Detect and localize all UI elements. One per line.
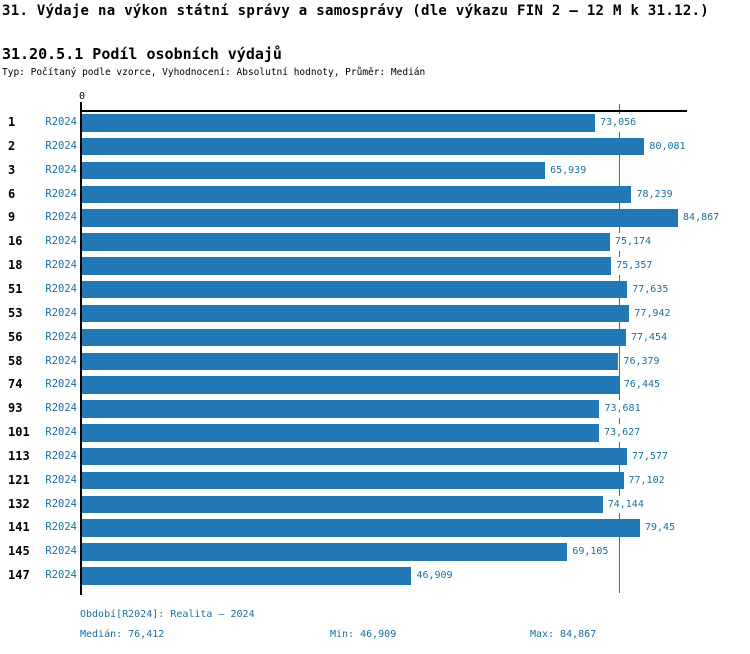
row-category-label: 3: [8, 162, 16, 177]
x-axis-line: [80, 110, 687, 112]
row-category-label: 58: [8, 353, 23, 368]
bar-value-label: 77,577: [631, 448, 669, 466]
x-axis-tick-label: 0: [78, 91, 86, 102]
bar-value-label: 78,239: [635, 186, 673, 204]
row-category-label: 9: [8, 210, 16, 225]
bar-row: [0, 567, 750, 585]
row-category-label: 147: [8, 568, 30, 583]
bar-row: [0, 233, 750, 251]
row-series-label: R2024: [45, 116, 77, 128]
bar-value-label: 80,081: [648, 138, 686, 156]
bar-row: [0, 114, 750, 132]
row-series-label: R2024: [45, 449, 77, 462]
bar: [82, 567, 411, 585]
bar: [82, 114, 595, 132]
bar-row: [0, 543, 750, 561]
row-series-label: R2024: [45, 473, 77, 486]
row-series-label: R2024: [45, 378, 77, 391]
bar-value-label: 75,357: [615, 257, 653, 275]
bar: [82, 138, 644, 156]
row-category-label: 101: [8, 425, 30, 440]
row-category-label: 121: [8, 472, 30, 487]
row-category-label: 132: [8, 496, 30, 511]
row-series-label: R2024: [45, 330, 77, 343]
bar: [82, 162, 545, 180]
row-category-label: 16: [8, 234, 23, 249]
footer-median-label: Medián: 76,412: [80, 629, 165, 640]
bar-value-label: 77,942: [633, 305, 671, 323]
row-series-label: R2024: [45, 306, 77, 319]
row-category-label: 56: [8, 329, 23, 344]
row-category-label: 93: [8, 401, 23, 416]
row-series-label: R2024: [45, 211, 77, 224]
bar-value-label: 77,454: [630, 329, 668, 347]
bar-row: [0, 448, 750, 466]
row-category-label: 2: [8, 138, 16, 153]
row-category-label: 113: [8, 448, 30, 463]
bar-row: [0, 138, 750, 156]
bar-value-label: 73,627: [603, 424, 641, 442]
footer-max-label: Max: 84,867: [530, 629, 597, 640]
row-category-label: 6: [8, 186, 16, 201]
row-series-label: R2024: [45, 259, 77, 272]
page-title: 31. Výdaje na výkon státní správy a samosprávy (dle výkazu FIN 2 – 12 M k 31.12.): [2, 3, 710, 19]
bar-row: [0, 209, 750, 227]
row-category-label: 18: [8, 258, 23, 273]
bar: [82, 519, 640, 537]
bar: [82, 376, 619, 394]
bar-row: [0, 257, 750, 275]
bar: [82, 305, 629, 323]
x-axis-tick-mark: [80, 102, 82, 110]
bar-row: [0, 281, 750, 299]
bar: [82, 353, 618, 371]
bar-value-label: 77,102: [628, 472, 666, 490]
bar-row: [0, 400, 750, 418]
bar-row: [0, 305, 750, 323]
row-category-label: 51: [8, 281, 23, 296]
bar-value-label: 84,867: [682, 209, 720, 227]
row-series-label: R2024: [45, 545, 77, 558]
bar-value-label: 69,105: [571, 543, 609, 561]
bar-value-label: 76,445: [623, 376, 661, 394]
bar-value-label: 65,939: [549, 162, 587, 180]
bar-row: [0, 186, 750, 204]
bar-row: [0, 162, 750, 180]
bar: [82, 448, 627, 466]
chart-meta-info: Typ: Počítaný podle vzorce, Vyhodnocení: Absolutní hodnoty, Průměr: Medián: [2, 67, 426, 78]
footer-min-label: Min: 46,909: [330, 629, 397, 640]
row-category-label: 53: [8, 305, 23, 320]
bar-row: [0, 329, 750, 347]
row-category-label: 145: [8, 544, 30, 559]
row-series-label: R2024: [45, 497, 77, 510]
bar-row: [0, 353, 750, 371]
row-series-label: R2024: [45, 163, 77, 176]
row-series-label: R2024: [45, 402, 77, 415]
row-series-label: R2024: [45, 187, 77, 200]
bar-value-label: 73,056: [599, 114, 637, 132]
bar: [82, 329, 626, 347]
footer-period-label: Období[R2024]: Realita – 2024: [80, 609, 255, 620]
row-series-label: R2024: [45, 139, 77, 152]
row-series-label: R2024: [45, 354, 77, 367]
row-category-label: 141: [8, 520, 30, 535]
bar: [82, 257, 611, 275]
bar-row: [0, 496, 750, 514]
chart-title: 31.20.5.1 Podíl osobních výdajů: [2, 45, 282, 63]
bar-value-label: 75,174: [614, 233, 652, 251]
bar: [82, 496, 603, 514]
bar-row: [0, 376, 750, 394]
row-category-label: 74: [8, 377, 23, 392]
bar-row: [0, 424, 750, 442]
bar-value-label: 79,45: [644, 519, 676, 537]
bar-value-label: 73,681: [603, 400, 641, 418]
bar: [82, 472, 624, 490]
row-series-label: R2024: [45, 521, 77, 534]
bar-value-label: 76,379: [622, 353, 660, 371]
bar-value-label: 46,909: [415, 567, 453, 585]
bar-value-label: 77,635: [631, 281, 669, 299]
bar-row: [0, 472, 750, 490]
row-series-label: R2024: [45, 569, 77, 582]
bar: [82, 186, 631, 204]
bar: [82, 543, 567, 561]
bar: [82, 400, 599, 418]
bar: [82, 233, 610, 251]
row-category-label: 1: [8, 115, 16, 129]
bar-row: [0, 519, 750, 537]
row-series-label: R2024: [45, 235, 77, 248]
bar: [82, 424, 599, 442]
bar: [82, 281, 627, 299]
row-series-label: R2024: [45, 282, 77, 295]
bar-value-label: 74,144: [607, 496, 645, 514]
row-series-label: R2024: [45, 426, 77, 439]
y-axis-line: [80, 110, 82, 595]
bar: [82, 209, 678, 227]
